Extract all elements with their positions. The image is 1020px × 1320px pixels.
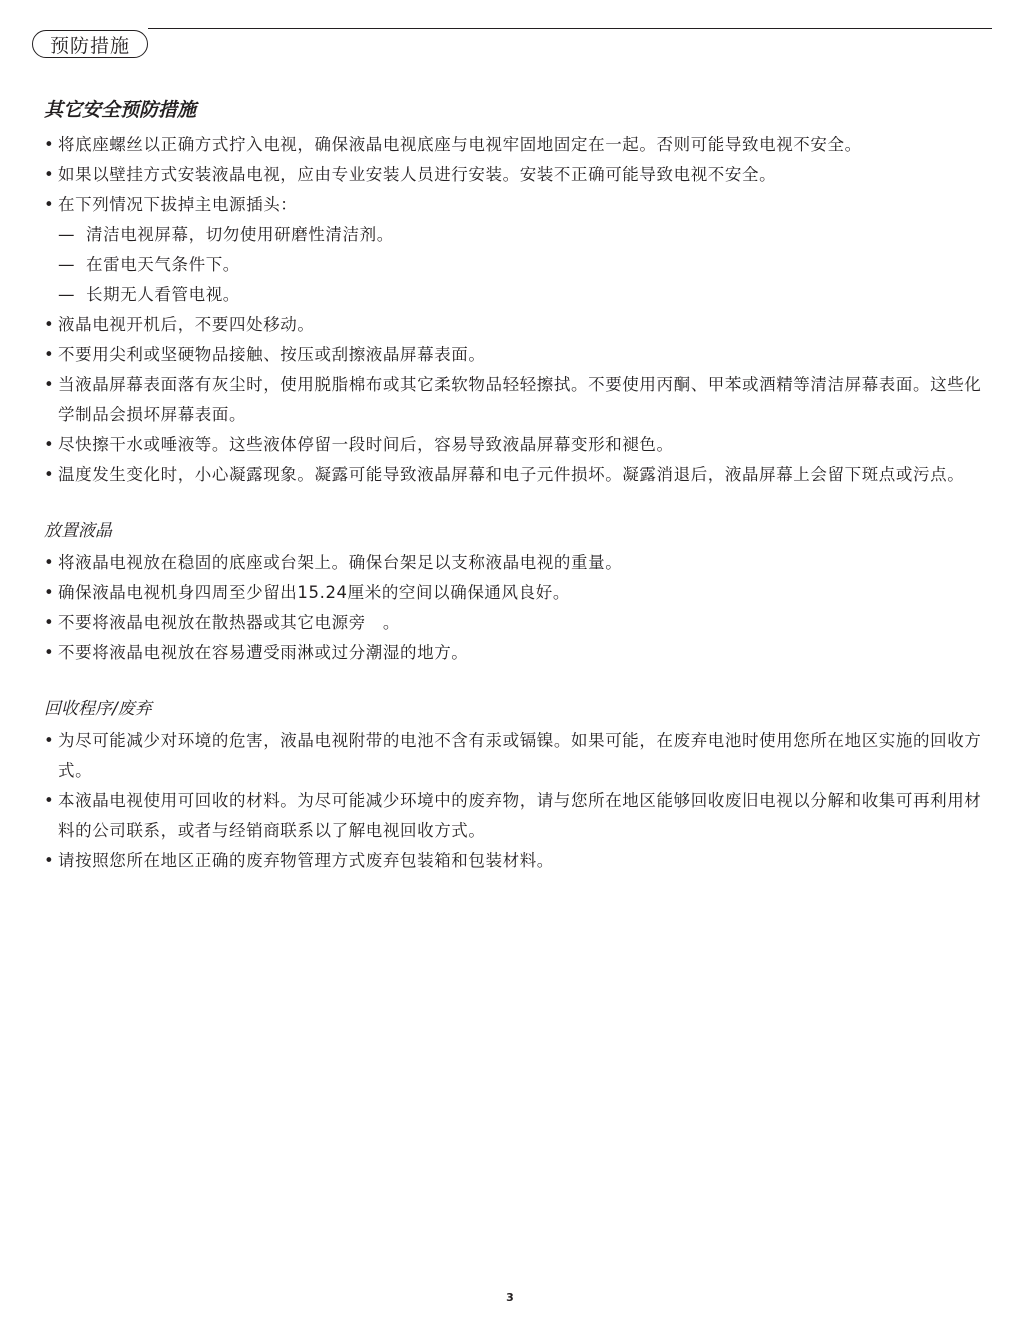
bullet-icon: • — [44, 315, 55, 334]
list-item: • 液晶电视开机后，不要四处移动。 — [44, 310, 984, 340]
safety-list — [44, 130, 984, 220]
list-item: • 本液晶电视使用可回收的材料。为尽可能减少环境中的废弃物，请与您所在地区能够回收废旧电视以分解和收集可再利用材料的公司联系，或者与经销商联系以了解电视回收方式。 — [44, 786, 984, 846]
dash-icon: — — [58, 225, 76, 244]
list-item: • 温度发生变化时，小心凝露现象。凝露可能导致液晶屏幕和电子元件损坏。凝露消退后，液晶屏幕上会留下斑点或污点。 — [44, 460, 984, 490]
bullet-icon: • — [44, 851, 55, 870]
bullet-icon: • — [44, 643, 55, 662]
dash-icon: — — [58, 255, 76, 274]
bullet-icon: • — [44, 583, 55, 602]
placement-section — [44, 518, 984, 668]
bullet-icon: • — [44, 345, 55, 364]
sub-list-item: — 清洁电视屏幕，切勿使用研磨性清洁剂。 — [44, 220, 984, 250]
page-content — [44, 96, 984, 904]
placement-list — [44, 548, 984, 668]
page-number: 3 — [506, 1291, 514, 1304]
list-item: • 在下列情况下拔掉主电源插头： — [44, 190, 984, 220]
sub-list-item: — 长期无人看管电视。 — [44, 280, 984, 310]
bullet-icon: • — [44, 165, 55, 184]
list-item: • 为尽可能减少对环境的危害，液晶电视附带的电池不含有汞或镉镍。如果可能，在废弃电池时使用您所在地区实施的回收方式。 — [44, 726, 984, 786]
dash-icon: — — [58, 285, 76, 304]
header-rule — [148, 28, 992, 29]
recycling-heading: 回收程序/废弃 — [44, 699, 152, 719]
bullet-icon: • — [44, 465, 55, 484]
safety-heading: 其它安全预防措施 — [44, 99, 197, 121]
bullet-icon: • — [44, 791, 55, 810]
sub-list-item: — 在雷电天气条件下。 — [44, 250, 984, 280]
recycling-section — [44, 696, 984, 876]
placement-heading: 放置液晶 — [44, 521, 112, 541]
bullet-icon: • — [44, 613, 55, 632]
list-item: • 请按照您所在地区正确的废弃物管理方式废弃包装箱和包装材料。 — [44, 846, 984, 876]
list-item: • 当液晶屏幕表面落有灰尘时，使用脱脂棉布或其它柔软物品轻轻擦拭。不要使用丙酮、甲苯或酒精等清洁屏幕表面。这些化学制品会损坏屏幕表面。 — [44, 370, 984, 430]
list-item: • 将底座螺丝以正确方式拧入电视，确保液晶电视底座与电视牢固地固定在一起。否则可能导致电视不安全。 — [44, 130, 984, 160]
bullet-icon: • — [44, 435, 55, 454]
list-item: • 如果以壁挂方式安装液晶电视，应由专业安装人员进行安装。安装不正确可能导致电视不安全。 — [44, 160, 984, 190]
list-item: • 尽快擦干水或唾液等。这些液体停留一段时间后，容易导致液晶屏幕变形和褪色。 — [44, 430, 984, 460]
bullet-icon: • — [44, 195, 55, 214]
list-item: • 不要将液晶电视放在散热器或其它电源旁 。 — [44, 608, 984, 638]
bullet-icon: • — [44, 731, 55, 750]
list-item: • 确保液晶电视机身四周至少留出15.24厘米的空间以确保通风良好。 — [44, 578, 984, 608]
list-item: • 不要用尖利或坚硬物品接触、按压或刮擦液晶屏幕表面。 — [44, 340, 984, 370]
bullet-icon: • — [44, 553, 55, 572]
list-item: • 不要将液晶电视放在容易遭受雨淋或过分潮湿的地方。 — [44, 638, 984, 668]
bullet-icon: • — [44, 375, 55, 394]
list-item: • 将液晶电视放在稳固的底座或台架上。确保台架足以支称液晶电视的重量。 — [44, 548, 984, 578]
section-tab: 预防措施 — [32, 30, 148, 58]
safety-section — [44, 96, 984, 490]
recycling-list — [44, 726, 984, 876]
bullet-icon: • — [44, 135, 55, 154]
safety-list-continued — [44, 310, 984, 490]
